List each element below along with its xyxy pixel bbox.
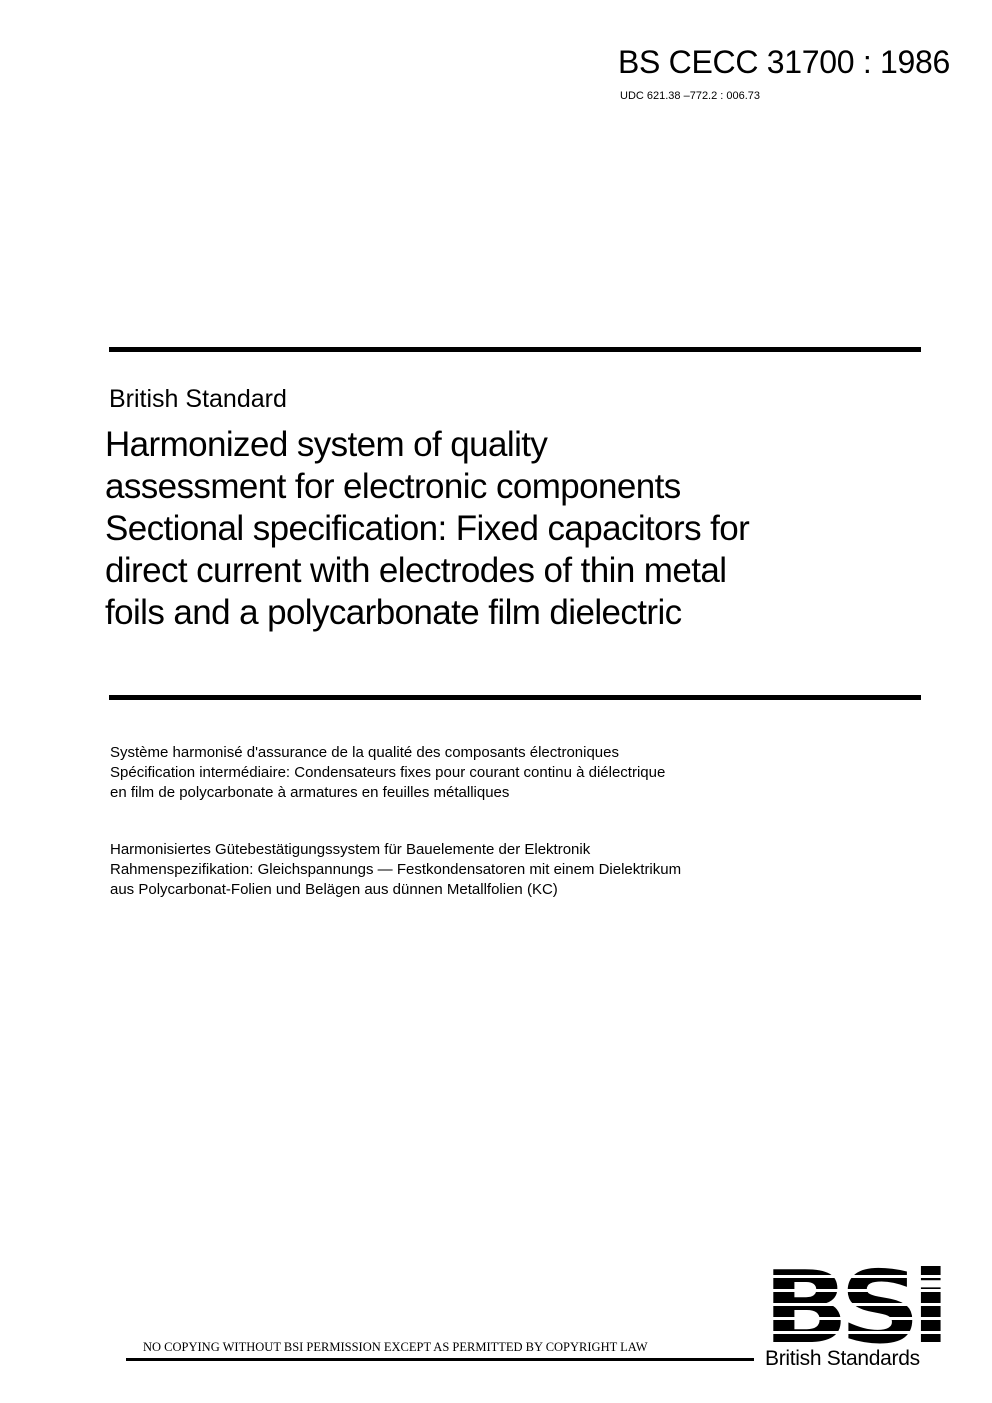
middle-rule — [109, 695, 921, 700]
german-title-line: Harmonisiertes Gütebestätigungssystem für Bauelemente der Elektronik — [110, 841, 591, 858]
copyright-notice: NO COPYING WITHOUT BSI PERMISSION EXCEPT AS PERMITTED BY COPYRIGHT LAW — [143, 1340, 648, 1354]
title-line: Sectional specification: Fixed capacitors for — [105, 509, 750, 548]
udc-code: UDC 621.38 –772.2 : 006.73 — [620, 90, 761, 102]
german-title-line: Rahmenspezifikation: Gleichspannungs — Festkondensatoren mit einem Dielektrikum — [110, 861, 682, 878]
german-title-line: aus Polycarbonat-Folien und Belägen aus dünnen Metallfolien (KC) — [110, 881, 558, 898]
french-title-line: Spécification intermédiaire: Condensateurs fixes pour courant continu à diélectrique — [110, 764, 666, 781]
title-line: direct current with electrodes of thin metal — [105, 551, 727, 590]
bsi-logo — [765, 1262, 945, 1374]
bsi-logo-mark — [765, 1262, 945, 1344]
title-line: assessment for electronic components — [105, 467, 681, 506]
top-rule — [109, 347, 921, 352]
title-line: foils and a polycarbonate film dielectric — [105, 593, 682, 632]
title-line: Harmonized system of quality — [105, 425, 548, 464]
logo-caption: British Standards — [765, 1347, 920, 1370]
copyright-rule — [126, 1358, 754, 1361]
document-kicker: British Standard — [109, 385, 287, 413]
french-title — [110, 743, 870, 803]
german-title — [110, 840, 870, 900]
standard-number: BS CECC 31700 : 1986 — [618, 44, 950, 80]
french-title-line: en film de polycarbonate à armatures en feuilles métalliques — [110, 784, 510, 801]
document-title — [105, 424, 885, 634]
french-title-line: Système harmonisé d'assurance de la qualité des composants électroniques — [110, 744, 619, 761]
